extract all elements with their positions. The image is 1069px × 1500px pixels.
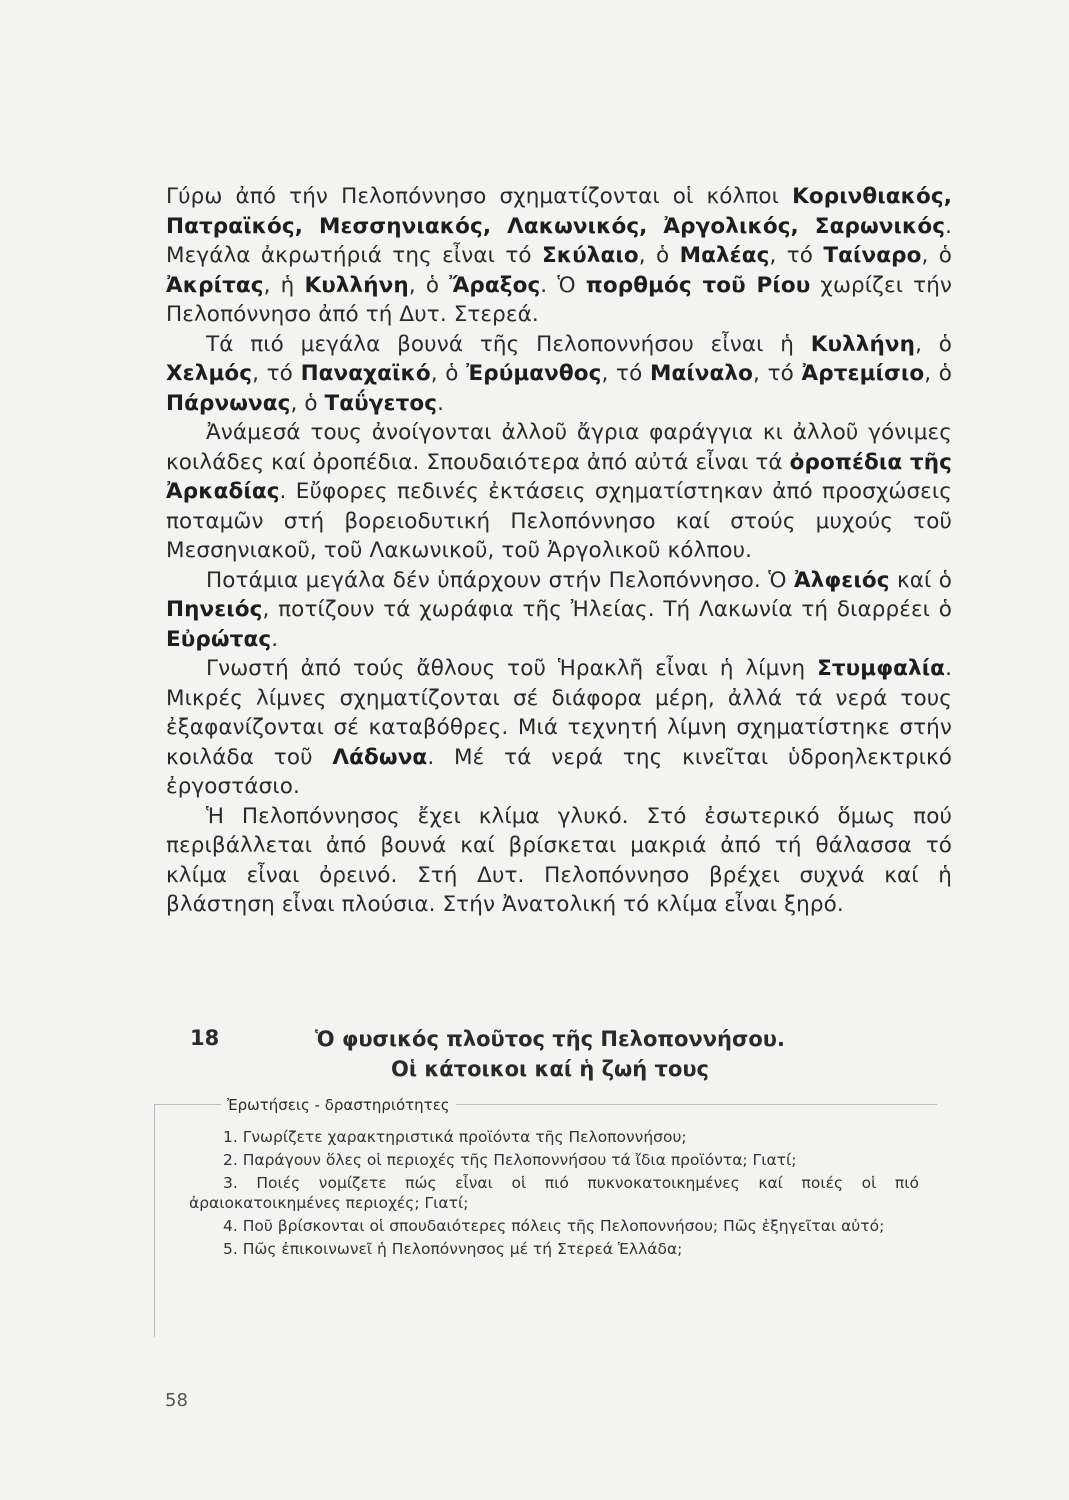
- bold-term: Ἄραξος: [449, 272, 541, 298]
- paragraph: [166, 330, 952, 419]
- text-run: .: [437, 390, 445, 416]
- text-run: Ποτάμια μεγάλα δέν ὑπάρχουν στήν Πελοπόννησο. Ὁ: [206, 567, 794, 593]
- text-run: Ἡ Πελοπόννησος ἔχει κλίμα γλυκό. Στό ἐσωτερικό ὅμως πού περιβάλλεται ἀπό βουνά καί βρίσκεται μακριά ἀπό τή θάλασσα τό κλίμα εἶναι ὀρεινό. Στή Δυτ. Πελοπόννησο βρέχει συχνά καί ἡ βλάστηση εἶναι πλούσια. Στήν Ἀνατολική τό κλίμα εἶναι ξηρό.: [166, 803, 952, 917]
- bold-term: Ταΰγετος: [324, 390, 438, 416]
- bold-term: Λάδωνα: [332, 744, 428, 770]
- text-run: . Μικρές λίμνες σχηματίζονται σέ διάφορα μέρη, ἀλλά τά νερά τους ἐξαφανίζονται σέ καταβόθρες. Μιά τεχνητή λίμνη σχηματίστηκε στήν κοιλάδα τοῦ: [166, 656, 952, 770]
- questions-box: [154, 1096, 937, 1337]
- text-run: , τό: [769, 243, 824, 268]
- bold-term: Κυλλήνη: [810, 331, 916, 357]
- bold-term: Μαίναλο: [649, 361, 754, 386]
- bold-term: ὀροπέδια τῆς Ἀρκαδίας: [166, 449, 952, 504]
- text-run: .: [271, 626, 279, 652]
- question-item: 3. Ποιές νομίζετε πώς εἶναι οἱ πιό πυκνοκατοικημένες καί ποιές οἱ πιό ἀραιοκατοικημένες περιοχές; Γιατί;: [189, 1174, 919, 1212]
- lesson-number: 18: [190, 1026, 220, 1050]
- text-run: Ἀνάμεσά τους ἀνοίγονται ἀλλοῦ ἄγρια φαράγγια κι ἀλλοῦ γόνιμες κοιλάδες καί ὀροπέδια. Σπουδαιότερα ἀπό αὐτά εἶναι τά: [166, 420, 952, 475]
- question-item: 1. Γνωρίζετε χαρακτηριστικά προϊόντα τῆς Πελοποννήσου;: [223, 1128, 687, 1146]
- bold-term: Ἀλφειός: [793, 567, 890, 593]
- text-run: Γύρω ἀπό τήν Πελοπόννησο σχηματίζονται οἱ κόλποι: [166, 184, 793, 209]
- bold-term: Παναχαϊκό: [300, 361, 431, 386]
- text-run: , ὁ: [290, 390, 325, 416]
- paragraph: [166, 654, 952, 802]
- text-run: , ὁ: [924, 361, 953, 386]
- paragraph: [166, 566, 952, 655]
- bold-term: Σκύλαιο: [541, 243, 639, 268]
- bold-term: Πάρνωνας: [166, 390, 291, 416]
- bold-term: πορθμός τοῦ Ρίου: [585, 272, 811, 298]
- bold-term: Στυμφαλία: [817, 656, 946, 681]
- bold-term: Κορινθιακός, Πατραϊκός, Μεσσηνιακός, Λακωνικός, Ἀργολικός, Σαρωνικός: [166, 184, 952, 239]
- text-run: . Ὁ: [540, 272, 586, 298]
- question-item: 5. Πῶς ἐπικοινωνεῖ ἡ Πελοπόννησος μέ τή Στερεά Ἑλλάδα;: [223, 1240, 683, 1258]
- bold-term: Μαλέας: [679, 243, 770, 268]
- text-run: , τό: [252, 361, 301, 386]
- question-item: 4. Ποῦ βρίσκονται οἱ σπουδαιότερες πόλεις τῆς Πελοποννήσου; Πῶς ἐξηγεῖται αὐτό;: [223, 1217, 885, 1235]
- text-run: καί ὁ: [889, 567, 953, 593]
- text-run: Τά πιό μεγάλα βουνά τῆς Πελοποννήσου εἶναι ἡ: [206, 331, 811, 357]
- text-run: , τό: [601, 361, 650, 386]
- text-run: , ὁ: [638, 243, 680, 268]
- text-run: , ὁ: [921, 243, 953, 268]
- lesson-title-line-2: Οἱ κάτοικοι καί ἡ ζωή τους: [390, 1057, 710, 1081]
- text-run: , ποτίζουν τά χωράφια τῆς Ἠλείας. Τή Λακωνία τή διαρρέει ὁ: [262, 597, 952, 622]
- questions-heading: Ἐρωτήσεις - δραστηριότητες: [221, 1096, 456, 1114]
- text-run: . Εὔφορες πεδινές ἐκτάσεις σχηματίστηκαν ἀπό προσχώσεις ποταμῶν στή βορειοδυτική Πελοπόννησο καί στούς μυχούς τοῦ Μεσσηνιακοῦ, τοῦ Λακωνικοῦ, τοῦ Ἀργολικοῦ κόλπου.: [166, 479, 952, 563]
- bold-term: Κυλλήνη: [304, 272, 409, 298]
- bold-term: Ἀρτεμίσιο: [801, 361, 925, 386]
- lesson-title-line-1: Ὁ φυσικός πλοῦτος τῆς Πελοποννήσου.: [315, 1027, 785, 1051]
- text-run: , ὁ: [408, 272, 450, 298]
- text-run: . Μεγάλα ἀκρωτήριά της εἶναι τό: [166, 213, 952, 268]
- text-run: , ὁ: [915, 331, 952, 357]
- body-text: [166, 182, 952, 920]
- paragraph: [166, 182, 952, 330]
- text-run: Γνωστή ἀπό τούς ἄθλους τοῦ Ἡρακλῆ εἶναι ἡ λίμνη: [206, 656, 818, 681]
- paragraph: [166, 418, 952, 566]
- question-item: 2. Παράγουν ὅλες οἱ περιοχές τῆς Πελοποννήσου τά ἴδια προϊόντα; Γιατί;: [223, 1151, 797, 1169]
- text-run: , τό: [753, 361, 802, 386]
- bold-term: Πηνειός: [166, 597, 263, 622]
- bold-term: Χελμός: [166, 361, 253, 386]
- bold-term: Ἀκρίτας: [166, 272, 264, 298]
- questions-list: [189, 1127, 919, 1262]
- lesson-title: [300, 1024, 800, 1084]
- text-run: . Μέ τά νερά της κινεῖται ὑδροηλεκτρικό ἐργοστάσιο.: [166, 744, 952, 799]
- text-run: , ἡ: [263, 272, 305, 298]
- page-number: 58: [165, 1390, 188, 1411]
- bold-term: Ἐρύμανθος: [466, 361, 602, 386]
- text-run: χωρίζει τήν Πελοπόννησο ἀπό τή Δυτ. Στερεά.: [166, 272, 953, 327]
- bold-term: Εὐρώτας: [166, 626, 272, 652]
- text-run: , ὁ: [430, 361, 467, 386]
- bold-term: Ταίναρο: [823, 243, 922, 268]
- paragraph: [166, 802, 952, 920]
